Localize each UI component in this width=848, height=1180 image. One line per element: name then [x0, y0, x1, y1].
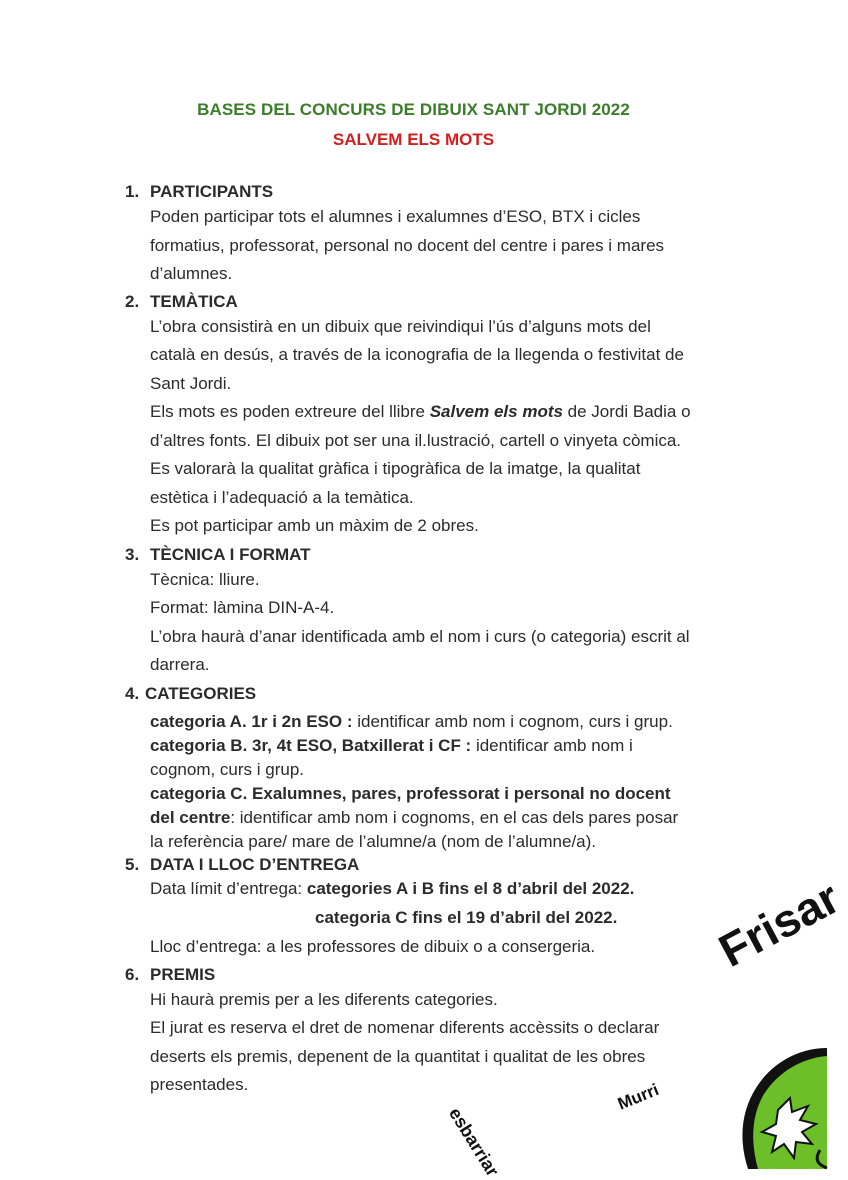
paragraph-line: d’altres fonts. El dibuix pot ser una il.lustració, cartell o vinyeta còmica.: [150, 431, 682, 450]
deadline-c-line: categoria C fins el 19 d’abril del 2022.: [315, 908, 618, 927]
category-c-line: del centre: identificar amb nom i cognoms, en el cas dels pares posar: [150, 808, 679, 827]
paragraph-line: la referència pare/ mare de l’alumne/a (nom de l’alumne/a).: [150, 832, 597, 851]
section-heading-participants: 1. PARTICIPANTS: [125, 182, 274, 201]
document-subtitle: SALVEM ELS MOTS: [332, 130, 495, 149]
paragraph-line: L’obra consistirà en un dibuix que reivindiqui l’ús d’alguns mots del: [150, 317, 651, 336]
dragon-illustration: [720, 1040, 827, 1169]
decor-word-frisar: Frisar: [710, 870, 848, 977]
document-title: BASES DEL CONCURS DE DIBUIX SANT JORDI 2022: [197, 100, 630, 119]
paragraph-line-book: Els mots es poden extreure del llibre Salvem els mots de Jordi Badia o: [150, 402, 691, 421]
paragraph-line: presentades.: [150, 1075, 249, 1094]
paragraph-line: Format: làmina DIN-A-4.: [150, 598, 335, 617]
paragraph-line: Sant Jordi.: [150, 374, 232, 393]
paragraph-line: Hi haurà premis per a les diferents categories.: [150, 990, 498, 1009]
place-line: Lloc d’entrega: a les professores de dibuix o a consergeria.: [150, 937, 596, 956]
category-b-line: categoria B. 3r, 4t ESO, Batxillerat i CF : identificar amb nom i: [150, 736, 633, 755]
paragraph-line: Es valorarà la qualitat gràfica i tipogràfica de la imatge, la qualitat: [150, 459, 641, 478]
paragraph-line: El jurat es reserva el dret de nomenar diferents accèssits o declarar: [150, 1018, 660, 1037]
section-heading-tecnica: 3. TÈCNICA I FORMAT: [125, 545, 311, 564]
decor-word-esbarriar: esbarriar: [445, 1104, 503, 1180]
decor-word-murri: Murri: [615, 1080, 662, 1114]
paragraph-line: cognom, curs i grup.: [150, 760, 305, 779]
paragraph-line: deserts els premis, depenent de la quantitat i qualitat de les obres: [150, 1047, 646, 1066]
category-a-line: categoria A. 1r i 2n ESO : identificar amb nom i cognom, curs i grup.: [150, 712, 673, 731]
book-title: Salvem els mots: [429, 402, 563, 421]
section-heading-data: 5. DATA I LLOC D’ENTREGA: [125, 855, 360, 874]
category-c-heading: categoria C. Exalumnes, pares, professorat i personal no docent: [150, 784, 671, 803]
paragraph-line: Tècnica: lliure.: [150, 570, 260, 589]
section-heading-categories: 4. CATEGORIES: [125, 684, 257, 703]
paragraph-line: d’alumnes.: [150, 264, 233, 283]
paragraph-line: formatius, professorat, personal no docent del centre i pares i mares: [150, 236, 665, 255]
deadline-line: Data límit d’entrega: categories A i B fins el 8 d’abril del 2022.: [150, 879, 635, 898]
section-heading-premis: 6. PREMIS: [125, 965, 216, 984]
paragraph-line: L’obra haurà d’anar identificada amb el nom i curs (o categoria) escrit al: [150, 627, 690, 646]
paragraph-line: Es pot participar amb un màxim de 2 obres.: [150, 516, 479, 535]
paragraph-line: Poden participar tots el alumnes i exalumnes d’ESO, BTX i cicles: [150, 207, 641, 226]
paragraph-line: darrera.: [150, 655, 210, 674]
paragraph-line: estètica i l’adequació a la temàtica.: [150, 488, 414, 507]
section-heading-tematica: 2. TEMÀTICA: [125, 292, 238, 311]
paragraph-line: català en desús, a través de la iconografia de la llegenda o festivitat de: [150, 345, 684, 364]
